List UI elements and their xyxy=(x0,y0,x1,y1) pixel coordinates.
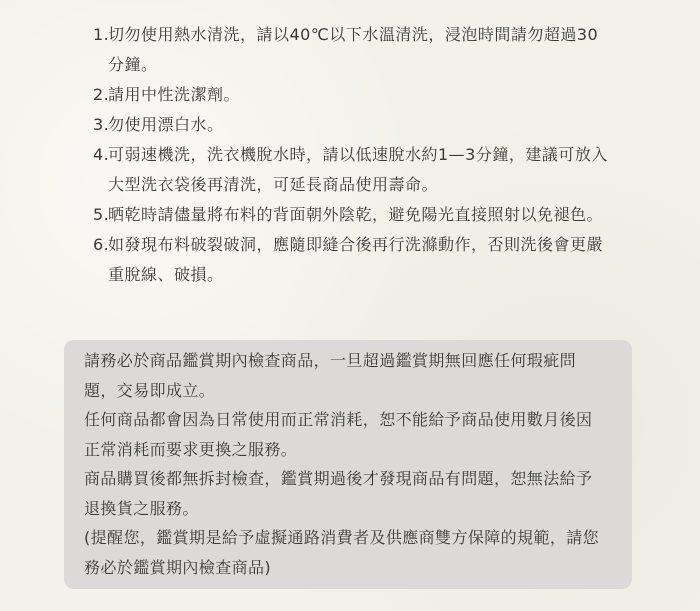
care-instruction-number: 6. xyxy=(93,235,110,254)
appreciation-period-notice xyxy=(64,340,632,589)
care-instruction-number: 2. xyxy=(93,85,110,104)
care-instruction-text: 勿使用漂白水。 xyxy=(108,115,224,134)
care-instruction-number: 4. xyxy=(93,145,110,164)
care-instruction-number: 3. xyxy=(93,115,110,134)
care-instructions-list xyxy=(93,20,613,290)
notice-paragraph-3: 商品購買後都無拆封檢查，鑑賞期過後才發現商品有問題，恕無法給予退換貨之服務。 xyxy=(84,469,593,518)
care-instruction-text: 可弱速機洗，洗衣機脫水時，請以低速脫水約1—3分鐘，建議可放入大型洗衣袋後再清洗，可延長商品使用壽命。 xyxy=(108,145,608,194)
care-instruction-text: 請用中性洗潔劑。 xyxy=(108,85,241,104)
care-instruction-3 xyxy=(93,110,613,140)
care-instruction-text: 如發現布料破裂破洞，應隨即縫合後再行洗滌動作，否則洗後會更嚴重脫線、破損。 xyxy=(108,235,604,284)
care-instruction-number: 5. xyxy=(93,205,110,224)
care-instruction-text: 晒乾時請儘量將布料的背面朝外陰乾，避免陽光直接照射以免褪色。 xyxy=(108,205,604,224)
notice-paragraph-1: 請務必於商品鑑賞期內檢查商品，一旦超過鑑賞期無回應任何瑕疵問題，交易即成立。 xyxy=(84,351,577,400)
notice-paragraph-2: 任何商品都會因為日常使用而正常消耗，恕不能給予商品使用數月後因正常消耗而要求更換之服務。 xyxy=(84,410,593,459)
care-instruction-6 xyxy=(93,230,613,290)
care-instruction-1 xyxy=(93,20,613,80)
care-instruction-number: 1. xyxy=(93,25,110,44)
care-instruction-4 xyxy=(93,140,613,200)
care-instruction-text: 切勿使用熱水清洗，請以40℃以下水溫清洗，浸泡時間請勿超過30分鐘。 xyxy=(108,25,599,74)
care-instruction-5 xyxy=(93,200,613,230)
care-instruction-2 xyxy=(93,80,613,110)
notice-paragraph-4: (提醒您，鑑賞期是給予虛擬通路消費者及供應商雙方保障的規範，請您務必於鑑賞期內檢查商品) xyxy=(84,528,600,577)
